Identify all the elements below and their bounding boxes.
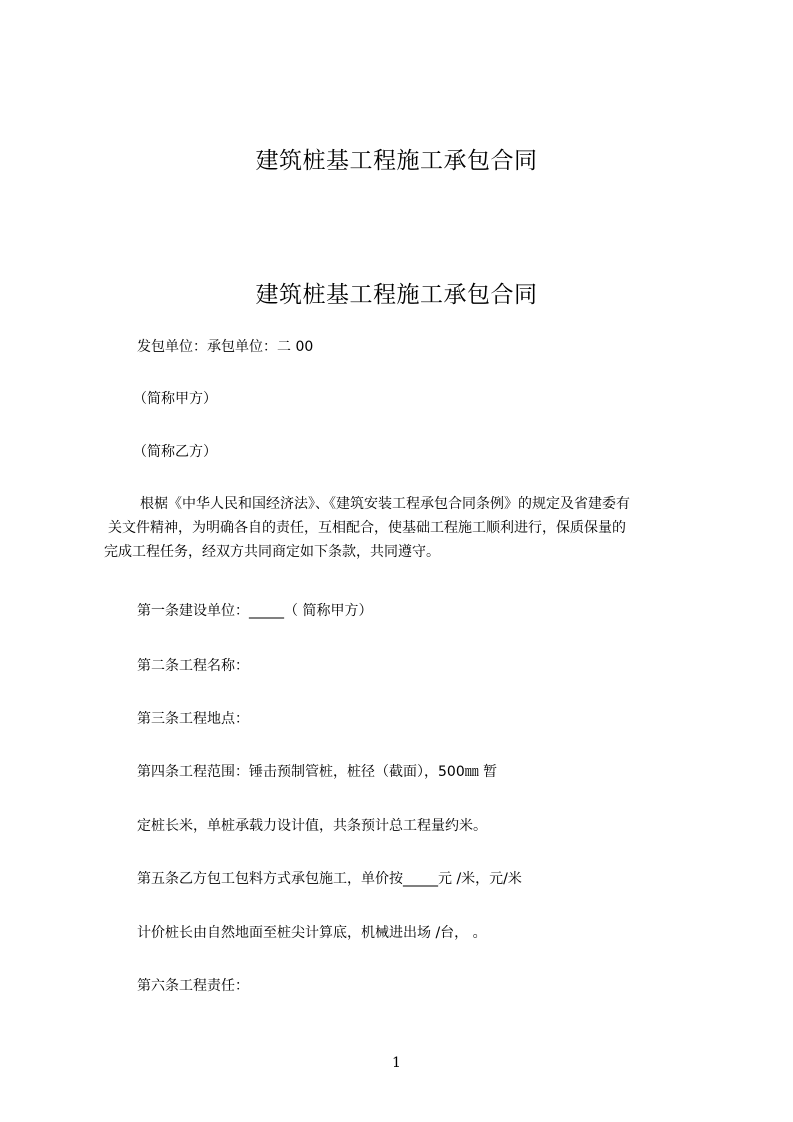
main-title: 建筑桩基工程施工承包合同 xyxy=(255,282,538,308)
article-4: 第四条工程范围：锤击预制管桩，桩径（截面），500㎜ 暂 xyxy=(137,764,498,780)
page-number: 1 xyxy=(392,1055,401,1071)
article-2: 第二条工程名称： xyxy=(137,658,249,674)
article-4-continued: 定桩长米，单桩承载力设计值，共条预计总工程量约米。 xyxy=(137,818,487,834)
article-5-continued: 计价桩长由自然地面至桩尖计算底，机械进出场 /台， 。 xyxy=(137,925,487,941)
article-3: 第三条工程地点： xyxy=(137,711,249,727)
parties-line: 发包单位：承包单位：二 00 xyxy=(137,339,314,355)
preamble-paragraph xyxy=(104,492,700,564)
article-5: 第五条乙方包工包料方式承包施工，单价按_____元 /米，元/米 xyxy=(137,871,522,887)
article-6: 第六条工程责任： xyxy=(137,978,249,994)
preamble-line: 完成工程任务，经双方共同商定如下条款，共同遵守。 xyxy=(104,544,440,560)
party-a-alias: （简称甲方） xyxy=(133,391,217,407)
header-title: 建筑桩基工程施工承包合同 xyxy=(255,148,538,174)
preamble-line: 关文件精神，为明确各自的责任，互相配合，使基础工程施工顺利进行，保质保量的 xyxy=(108,520,626,536)
preamble-line: 根椐《中华人民和国经济法》、《建筑安装工程承包合同条例》的规定及省建委有 xyxy=(140,496,630,512)
party-b-alias: （简称乙方） xyxy=(133,444,217,460)
article-1: 第一条建设单位：_____（ 简称甲方） xyxy=(137,603,373,619)
